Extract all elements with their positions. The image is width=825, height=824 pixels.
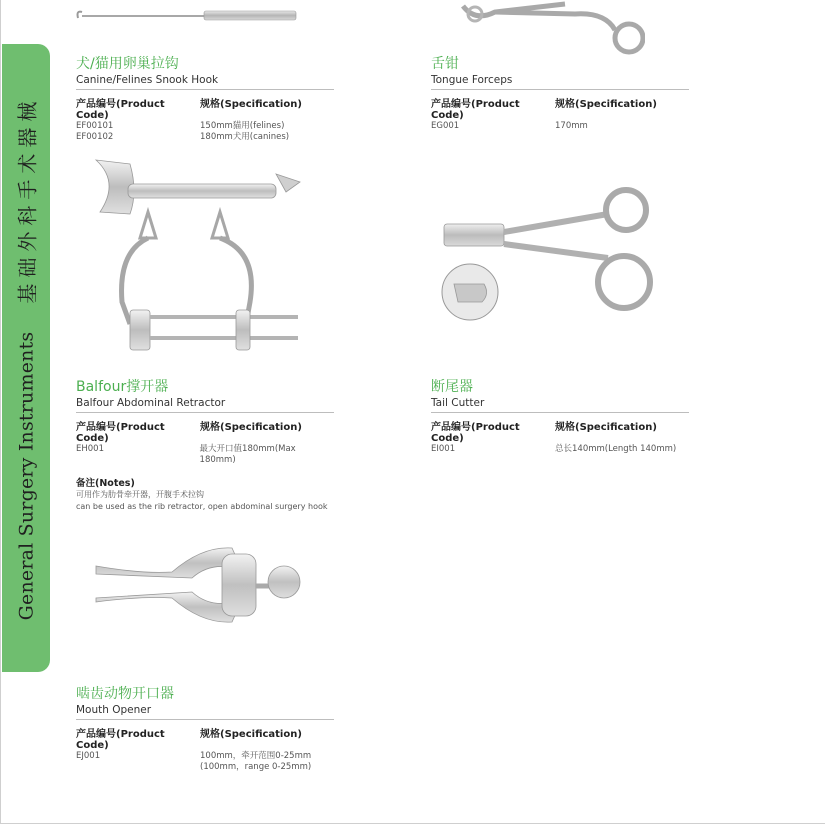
- product-name-cn: 犬/猫用卵巢拉钩: [76, 56, 179, 72]
- spec-header: 规格(Specification): [555, 99, 657, 110]
- product-spec: 180mm犬用(canines): [200, 132, 290, 142]
- spec-row: [76, 132, 334, 143]
- product-spec: 100mm，牵开范围0-25mm (100mm，range 0-25mm): [200, 751, 312, 772]
- product-snook-hook: [76, 56, 334, 143]
- code-header: 产品编号(Product Code): [76, 99, 165, 121]
- product-name-en: Mouth Opener: [76, 704, 334, 720]
- product-name-en: Tongue Forceps: [431, 74, 689, 90]
- spec-row: [76, 444, 334, 466]
- product-name-cn: 啮齿动物开口器: [76, 686, 174, 702]
- sidebar-title-cn: 基础外科手术器械: [15, 95, 40, 304]
- product-name-cn: Balfour撑开器: [76, 379, 169, 395]
- product-mouth-opener: [76, 686, 334, 773]
- product-name-cn: 断尾器: [431, 379, 473, 395]
- code-header: 产品编号(Product Code): [76, 729, 165, 751]
- product-name-en: Canine/Felines Snook Hook: [76, 74, 334, 90]
- spec-header: 规格(Specification): [200, 99, 302, 110]
- spec-header-row: [76, 418, 334, 444]
- sidebar-title: [12, 96, 41, 621]
- product-name-en: Tail Cutter: [431, 397, 689, 413]
- product-name-cn: 舌钳: [431, 56, 459, 72]
- product-spec: 最大开口值180mm(Max 180mm): [199, 444, 296, 465]
- product-tail-cutter: [431, 379, 689, 455]
- spec-row: [431, 444, 689, 455]
- product-balfour-retractor: [76, 379, 334, 513]
- spec-header-row: [76, 725, 334, 751]
- spec-header: 规格(Specification): [200, 729, 302, 740]
- spec-header-row: [431, 95, 689, 121]
- product-tongue-forceps: [431, 56, 689, 132]
- spec-header-row: [76, 95, 334, 121]
- product-spec: 170mm: [555, 121, 588, 131]
- notes-cn: 可用作为肋骨牵开器，开腹手术拉钩: [76, 490, 204, 499]
- spec-header: 规格(Specification): [555, 422, 657, 433]
- sidebar-title-en: General Surgery Instruments: [15, 331, 37, 621]
- tongue-forceps-image: [455, 0, 645, 62]
- code-header: 产品编号(Product Code): [76, 422, 165, 444]
- mouth-opener-image: [92, 540, 302, 630]
- spec-row: [431, 121, 689, 132]
- product-code: EG001: [431, 121, 460, 131]
- sidebar-tab: [2, 44, 50, 672]
- product-code: EF00101: [76, 121, 114, 131]
- spec-row: [76, 751, 334, 773]
- product-spec: 150mm猫用(felines): [200, 121, 285, 131]
- product-code: EF00102: [76, 132, 114, 142]
- spec-header-row: [431, 418, 689, 444]
- tail-cutter-image: [438, 184, 653, 324]
- product-code: EI001: [431, 444, 456, 454]
- product-spec: 总长140mm(Length 140mm): [555, 444, 677, 454]
- product-name-en: Balfour Abdominal Retractor: [76, 397, 334, 413]
- snook-hook-image: [74, 0, 300, 32]
- product-code: EH001: [76, 444, 104, 454]
- notes-en: can be used as the rib retractor, open abdominal surgery hook: [76, 502, 328, 511]
- product-code: EJ001: [76, 751, 101, 761]
- balfour-retractor-image: [90, 152, 305, 357]
- code-header: 产品编号(Product Code): [431, 422, 520, 444]
- spec-row: [76, 121, 334, 132]
- notes-header: 备注(Notes): [76, 478, 135, 489]
- spec-header: 规格(Specification): [200, 422, 302, 433]
- code-header: 产品编号(Product Code): [431, 99, 520, 121]
